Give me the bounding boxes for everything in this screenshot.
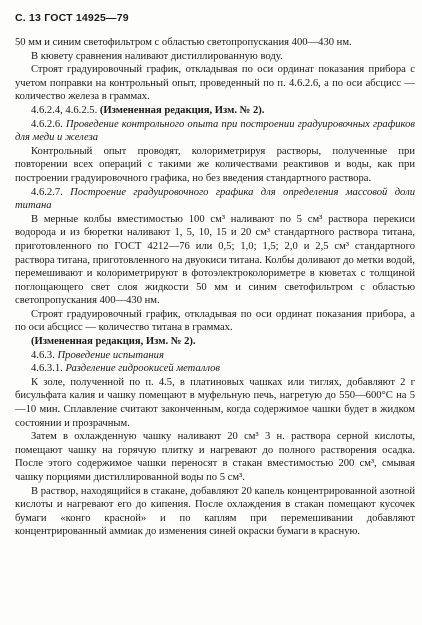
section-heading — [15, 349, 415, 363]
paragraph: В мерные колбы вместимостью 100 см³ наливают по 5 см³ раствора перекиси водорода и из бюретки наливают 1, 5, 10, 15 и 20 см³ стандартного раствора титана, приготовленного по ГОСТ 4212—76 или 0,5; 1,0; 1,5; 2,0 и 2,5 см³ стандартного раствора титана, приготовленного на двуокиси титана. Колбы доливают до метки водой, перемешивают и колориметрируют в фотоэлектроколориметре в кюветах с толщиной поглощающего свет слоя жидкости 50 мм и синим светофильтром с областью светопропускания 400—430 нм. — [15, 213, 415, 307]
clause-title: Разделение гидроокисей металлов — [65, 363, 221, 375]
clause-numbers: 4.6.2.4, 4.6.2.5. — [31, 104, 98, 116]
clause-number: 4.6.2.6. — [31, 118, 63, 130]
clause-number: 4.6.3.1. — [31, 363, 63, 375]
paragraph: Строят градуировочный график, откладывая по оси ординат показания прибора с учетом поправки на контрольный опыт, проведенный по п. 4.6.2.6, а по оси абсцисс — количество железа в граммах. — [15, 64, 415, 103]
clause-title: Проведение испытания — [57, 349, 164, 361]
clause-title: Построение градуировочного графика для определения массовой доли титана — [15, 186, 415, 212]
clause-title: Проведение контрольного опыта при построении градуировочных графиков для меди и железа — [15, 118, 415, 144]
paragraph: В раствор, находящийся в стакане, добавляют 20 капель концентрированной азотной кислоты и нагревают его до кипения. После охлаждения в стакан помещают кусочек бумаги «конго красной» и по каплям при перемешивании добавляют концентрированный аммиак до изменения синей окраски бумаги в красную. — [15, 485, 415, 538]
paragraph: Затем в охлажденную чашку наливают 20 см³ 3 н. раствора серной кислоты, помещают чашку на горячую плитку и нагревают до полного растворения осадка. После этого содержимое чашки переносят в стакан вместимостью 200 см³, смывая чашку порциями дистиллированной воды по 5 см³. — [15, 431, 415, 483]
amendment-note — [15, 104, 415, 118]
amendment-label: (Измененная редакция, Изм. № 2). — [99, 104, 265, 116]
document-body — [15, 36, 415, 539]
amendment-note: (Измененная редакция, Изм. № 2). — [31, 336, 196, 348]
paragraph: 50 мм и синим светофильтром с областью светопропускания 400—430 нм. — [15, 37, 352, 48]
section-heading — [15, 362, 415, 376]
section-heading — [15, 118, 415, 145]
clause-number: 4.6.3. — [31, 349, 55, 361]
page-header: С. 13 ГОСТ 14925—79 — [15, 12, 129, 24]
paragraph: К золе, полученной по п. 4.5, в платиновых чашках или тиглях, добавляют 2 г бисульфата калия и чашку помещают в муфельную печь, нагретую до 550—600°С на 5—10 мин. Сплавление считают законченным, когда содержимое чашки будет в жидком состоянии и прозрачным. — [15, 376, 415, 429]
clause-number: 4.6.2.7. — [31, 186, 63, 198]
paragraph: В кювету сравнения наливают дистиллированную воду. — [31, 50, 283, 62]
paragraph: Строят градуировочный график, откладывая по оси ординат показания прибора, а по оси абсцисс — количество титана в граммах. — [15, 308, 415, 334]
section-heading — [15, 186, 415, 213]
paragraph: Контрольный опыт проводят, колориметрируя растворы, полученные при повторении всех операций с такими же количествами реактивов и воды, как при построении градуировочного графика, но без введения стандартного раствора. — [15, 145, 415, 184]
